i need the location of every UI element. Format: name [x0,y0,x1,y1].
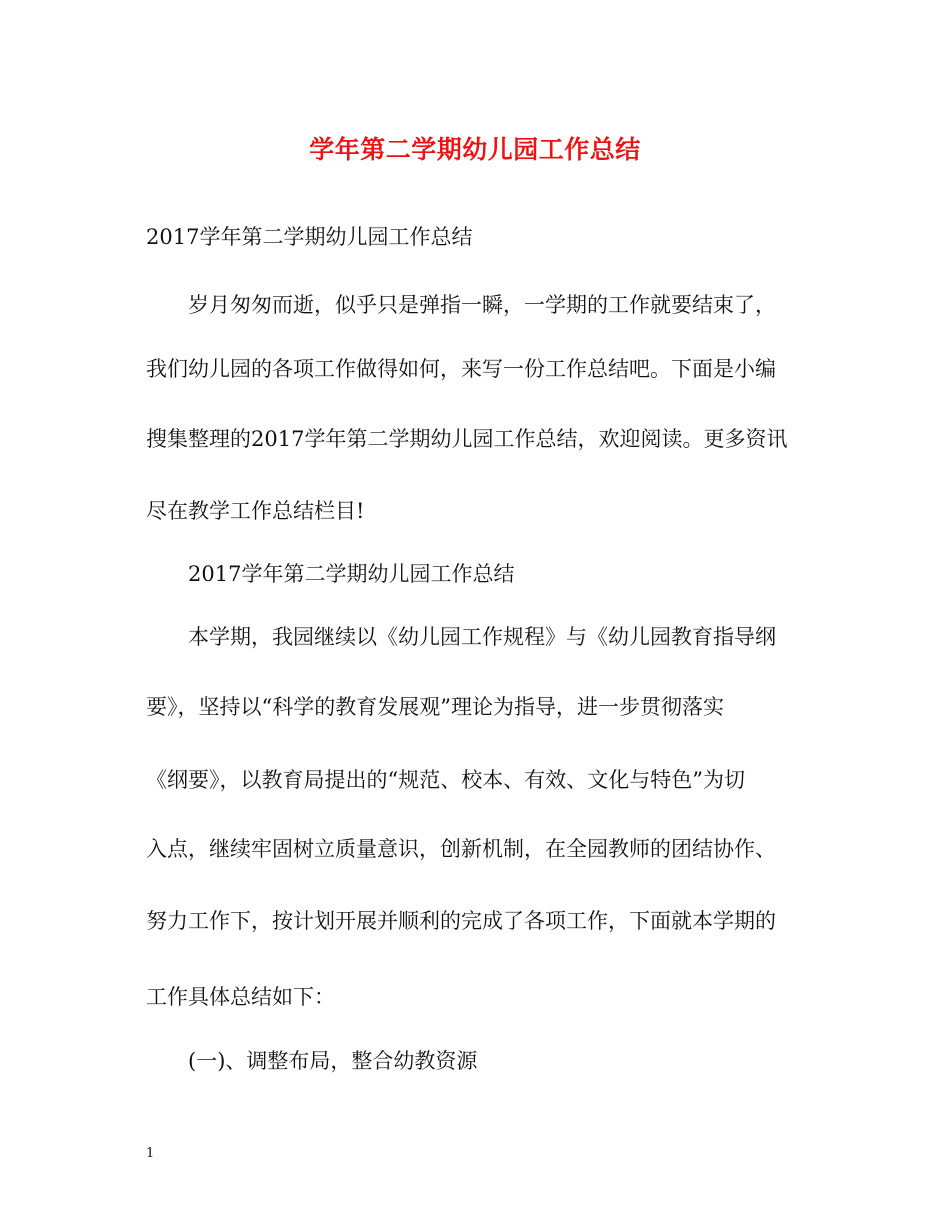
document-title: 学年第二学期幼儿园工作总结 [309,135,641,164]
section-heading: 2017学年第二学期幼儿园工作总结 [188,562,515,586]
page-number: 1 [146,1146,155,1161]
paragraph-line: 工作具体总结如下： [146,985,335,1009]
paragraph-line: 要》，坚持以“科学的教育发展观”理论为指导，进一步贯彻落实 [146,695,724,719]
paragraph-line: 岁月匆匆而逝，似乎只是弹指一瞬，一学期的工作就要结束了， [188,293,776,317]
paragraph-line: 尽在教学工作总结栏目! [146,499,365,523]
subtitle-line: 2017学年第二学期幼儿园工作总结 [146,225,473,249]
paragraph-line: 我们幼儿园的各项工作做得如何，来写一份工作总结吧。下面是小编 [146,357,776,381]
paragraph-line: 本学期，我园继续以《幼儿园工作规程》与《幼儿园教育指导纲 [188,625,776,649]
paragraph-line: 《纲要》，以教育局提出的“规范、校本、有效、文化与特色”为切 [146,768,745,792]
paragraph-line: 入点，继续牢固树立质量意识，创新机制，在全园教师的团结协作、 [146,837,776,861]
section-heading: (一)、调整布局，整合幼教资源 [188,1049,478,1073]
paragraph-line: 努力工作下，按计划开展并顺利的完成了各项工作，下面就本学期的 [146,909,776,933]
paragraph-line: 搜集整理的2017学年第二学期幼儿园工作总结，欢迎阅读。更多资讯 [146,427,788,451]
